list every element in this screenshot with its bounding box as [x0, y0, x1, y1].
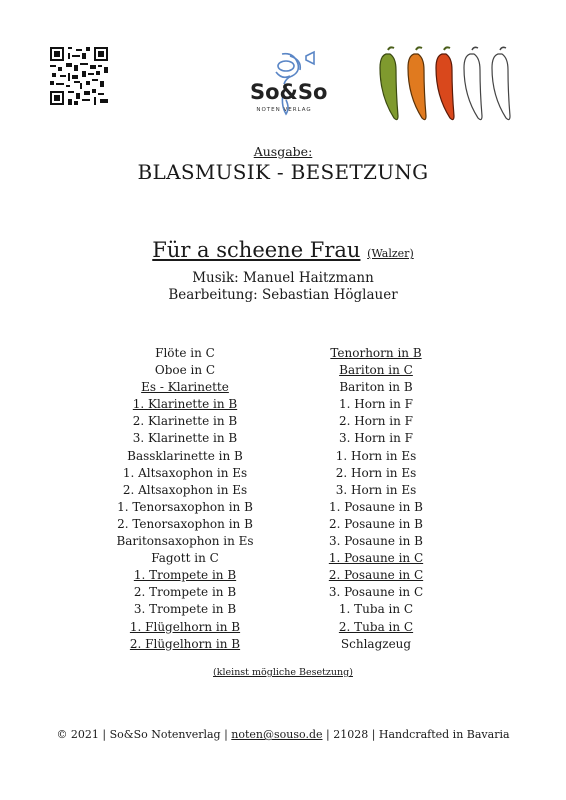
instrument-item: 3. Posaune in C: [328, 585, 424, 600]
instrument-item: 3. Posaune in B: [329, 534, 423, 549]
piece-title-line: [0, 238, 566, 262]
logo-wordmark: So&So: [250, 80, 328, 104]
instrument-item: 2. Flügelhorn in B: [129, 636, 241, 651]
instrument-item: Schlagzeug: [340, 636, 412, 651]
logo-subtitle: NOTEN VERLAG: [256, 107, 312, 113]
chili-rating-icon: [374, 44, 524, 124]
instrument-item: 1. Tenorsaxophon in B: [117, 499, 253, 514]
instrument-item: Flöte in C: [155, 346, 215, 360]
footer-suffix: | 21028 | Handcrafted in Bavaria: [322, 728, 510, 741]
piece-genre: (Walzer): [367, 247, 414, 260]
instrument-item: 2. Klarinette in B: [132, 414, 238, 429]
instrument-item: 2. Posaune in B: [329, 516, 423, 531]
instrument-item: 3. Klarinette in B: [132, 431, 238, 446]
instrument-list-right: [276, 345, 476, 653]
instrument-item: 1. Tuba in C: [338, 602, 414, 617]
arranger: Bearbeitung: Sebastian Höglauer: [168, 287, 398, 303]
instrument-item: Baritonsaxophon in Es: [116, 534, 254, 549]
edition-title: BLASMUSIK - BESETZUNG: [137, 160, 429, 184]
instrument-item: 3. Horn in F: [339, 431, 413, 446]
pepper-outline-icon: [492, 47, 510, 119]
minimum-note: (kleinst mögliche Besetzung): [213, 667, 353, 678]
edition-label: Ausgabe:: [253, 144, 313, 159]
pepper-orange-icon: [408, 47, 426, 119]
piece-title: Für a scheene Frau: [152, 238, 361, 262]
instrument-item: 2. Posaune in C: [328, 568, 424, 583]
instrument-item: 1. Flügelhorn in B: [129, 619, 241, 634]
instrument-item: 2. Tenorsaxophon in B: [117, 516, 253, 531]
instrument-item: 1. Horn in F: [339, 397, 413, 412]
footer-prefix: © 2021 | So&So Notenverlag |: [56, 728, 232, 741]
instrument-item: 2. Trompete in B: [133, 585, 237, 600]
instrument-item: Oboe in C: [154, 363, 216, 378]
pepper-red-icon: [436, 47, 454, 119]
footer: [0, 728, 566, 741]
instrument-item: 1. Posaune in C: [328, 551, 424, 566]
instrument-item: Fagott in C: [151, 551, 219, 566]
publisher-logo: [246, 50, 328, 120]
instrument-item: Bariton in B: [339, 380, 413, 395]
instrument-item: Bariton in C: [339, 363, 413, 378]
instrument-list-left: [85, 345, 285, 653]
pepper-outline-icon: [464, 47, 482, 119]
instrument-item: 2. Horn in F: [339, 414, 413, 429]
instrument-item: 3. Trompete in B: [133, 602, 237, 617]
instrument-item: 1. Trompete in B: [133, 568, 237, 583]
instrument-item: 1. Horn in Es: [335, 448, 417, 463]
instrument-item: Bassklarinette in B: [127, 448, 243, 463]
instrument-item: 1. Altsaxophon in Es: [122, 465, 248, 480]
instrument-item: 3. Horn in Es: [335, 482, 417, 497]
instrument-item: 2. Horn in Es: [335, 465, 417, 480]
instrument-item: 1. Klarinette in B: [132, 397, 238, 412]
pepper-green-icon: [380, 47, 398, 119]
composer: Musik: Manuel Haitzmann: [192, 270, 374, 286]
instrument-item: 2. Altsaxophon in Es: [122, 482, 248, 497]
instrument-item: 1. Posaune in B: [329, 499, 423, 514]
instrument-item: Es - Klarinette: [141, 380, 229, 395]
qr-code: [50, 47, 108, 105]
footer-email-link[interactable]: noten@souso.de: [231, 728, 323, 741]
instrument-item: 2. Tuba in C: [338, 619, 414, 634]
instrument-item: Tenorhorn in B: [330, 346, 422, 360]
